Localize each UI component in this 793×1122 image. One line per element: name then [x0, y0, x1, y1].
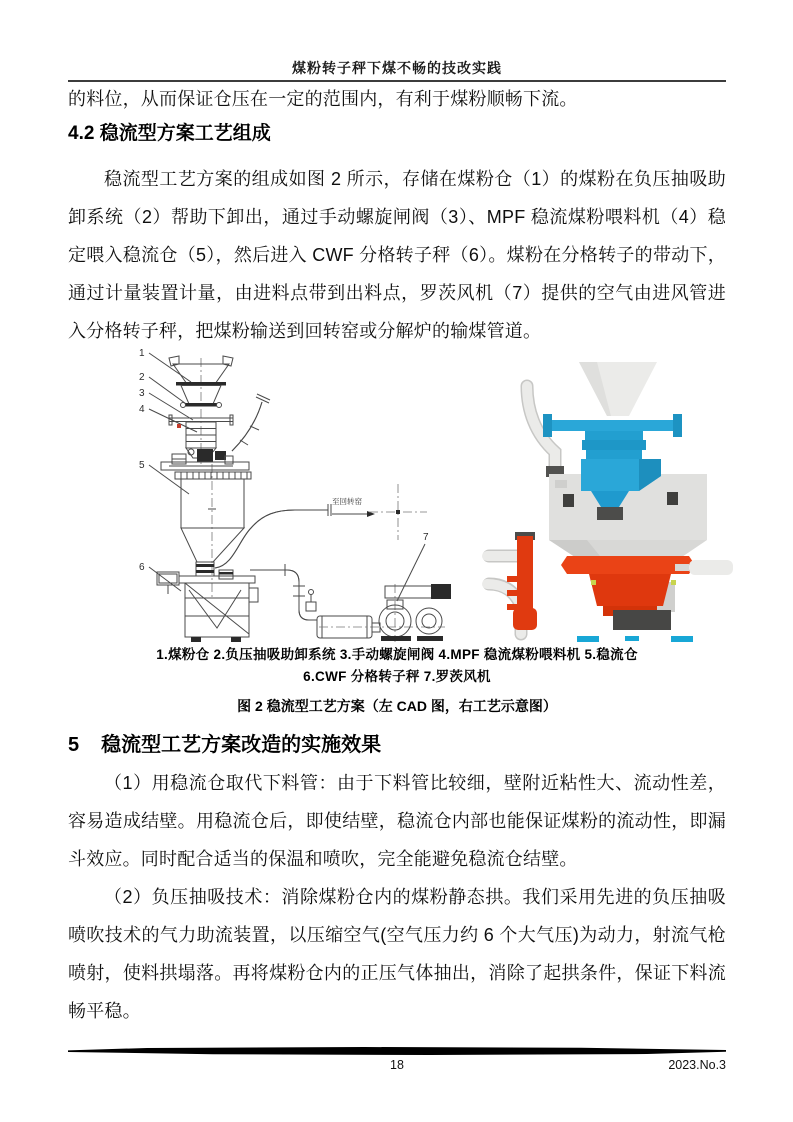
cad-label-5: 5 — [139, 460, 145, 471]
section-5-paragraph-1: （1）用稳流仓取代下料管：由于下料管比较细，壁附近粘性大、流动性差，容易造成结壁。用稳流仓后，即使结壁，稳流仓内部也能保证煤粉的流动性，即漏斗效应。同时配合适当的保温和喷吹，完全能避免稳流仓结壁。 — [68, 773, 726, 869]
cad-label-3: 3 — [139, 388, 145, 399]
cad-label-1: 1 — [139, 348, 145, 359]
pipe-destination-label: 至回转窑 — [332, 497, 362, 506]
cad-diagram — [139, 348, 451, 642]
figure-2 — [129, 344, 745, 644]
render-diagram — [487, 362, 744, 642]
cad-label-6: 6 — [139, 562, 145, 573]
section-5-heading — [68, 726, 726, 764]
footer-divider-bar — [68, 1047, 726, 1055]
cad-label-7: 7 — [423, 532, 429, 543]
section-5-title: 稳流型工艺方案改造的实施效果 — [101, 734, 382, 756]
running-header-title: 煤粉转子秤下煤不畅的技改实践 — [292, 60, 502, 76]
figure-legend-line-1: 1.煤粉仓 2.负压抽吸助卸系统 3.手动螺旋闸阀 4.MPF 稳流煤粉喂料机 5.稳流仓 — [156, 647, 638, 662]
figure-legend-line-2: 6.CWF 分格转子秤 7.罗茨风机 — [303, 669, 491, 684]
cad-label-4: 4 — [139, 404, 145, 415]
section-4-2-paragraph: 稳流型工艺方案的组成如图 2 所示，存储在煤粉仓（1）的煤粉在负压抽吸助卸系统（2）帮助下卸出，通过手动螺旋闸阀（3）、MPF 稳流煤粉喂料机（4）稳定喂入稳流仓（5），然后进入 CWF 分格转子秤（6）。煤粉在分格转子的带动下，通过计量装置计量，由进料点带到出料点，罗茨风机（7）提供的空气由进风管进入分格转子秤，把煤粉输送到回转窑或分解炉的输煤管道。 — [68, 169, 726, 341]
intro-paragraph: 的料位，从而保证仓压在一定的范围内，有利于煤粉顺畅下流。 — [68, 89, 578, 109]
figure-caption: 图 2 稳流型工艺方案（左 CAD 图，右工艺示意图） — [237, 698, 557, 714]
section-4-2-heading: 4.2 稳流型方案工艺组成 — [68, 123, 271, 144]
page-number: 18 — [390, 1058, 404, 1072]
section-5-paragraph-2: （2）负压抽吸技术：消除煤粉仓内的煤粉静态拱。我们采用先进的负压抽吸喷吹技术的气力助流装置，以压缩空气(空气压力约 6 个大气压)为动力，射流气枪喷射，使料拱塌落。再将煤粉仓内的正压气体抽出，消除了起拱条件，保证下料流畅平稳。 — [68, 887, 726, 1021]
figure-2-canvas — [129, 344, 745, 644]
section-5-number: 5 — [68, 734, 80, 756]
cad-label-2: 2 — [139, 372, 145, 383]
journal-issue: 2023.No.3 — [668, 1058, 726, 1072]
